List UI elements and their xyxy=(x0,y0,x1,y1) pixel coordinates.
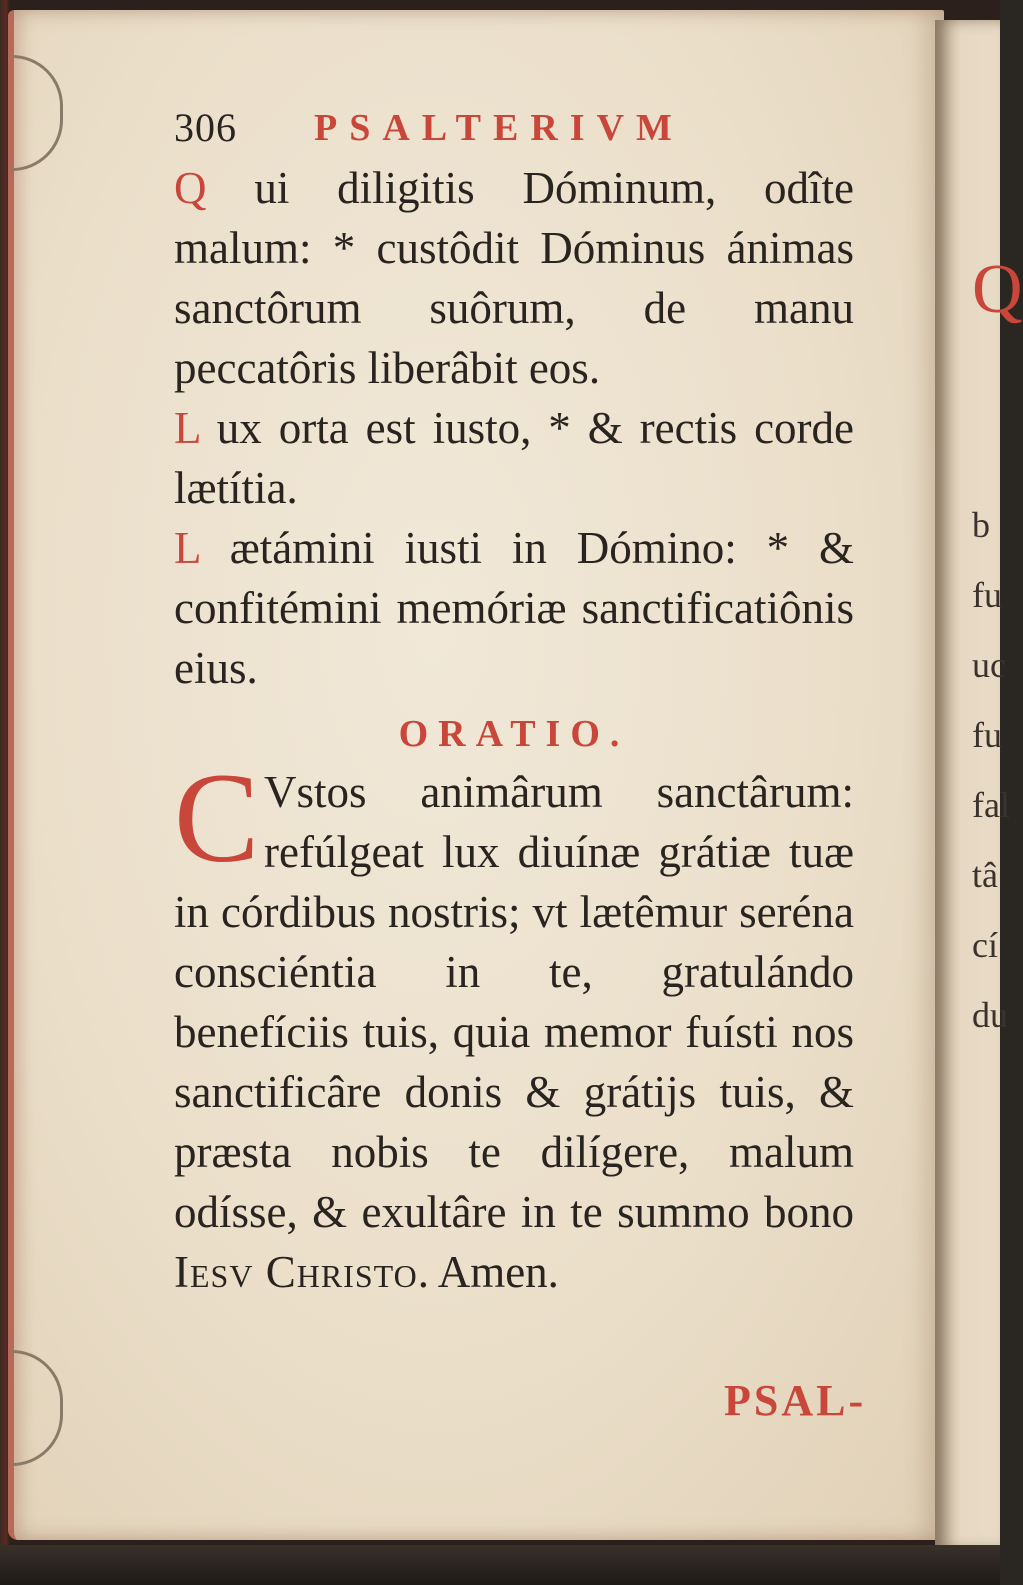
facing-gap xyxy=(972,330,1000,490)
verse-3-text: ætámini iusti in Dómino: * & confitémini memóriæ sanctificatiônis eius. xyxy=(174,523,854,693)
prayer-holy-name: Iesv Christo xyxy=(174,1247,418,1297)
verse-2-text: ux orta est iusto, * & rectis corde lætítia. xyxy=(174,403,854,513)
prayer-ending: . Amen. xyxy=(417,1247,559,1297)
page-text-block xyxy=(174,98,854,1302)
facing-fragment: fu xyxy=(972,575,1002,615)
running-head-title: PSALTERIVM xyxy=(314,107,684,149)
facing-fragment: b xyxy=(972,505,990,545)
facing-fragment: fal xyxy=(972,785,1010,825)
prayer-drop-cap: C xyxy=(174,747,260,889)
verse-3-initial: L xyxy=(174,523,200,573)
verse-1 xyxy=(174,158,854,398)
facing-fragment: Q xyxy=(972,251,1023,328)
facing-page-fragments xyxy=(972,250,1023,1050)
verse-2-initial: L xyxy=(174,403,200,453)
verse-3 xyxy=(174,518,854,698)
facing-fragment: cí xyxy=(972,925,998,965)
book-edge-bottom xyxy=(0,1545,1000,1585)
page-number: 306 xyxy=(174,105,237,150)
page-clasp-bottom xyxy=(12,1350,63,1466)
verse-1-text: ui diligitis Dóminum, odîte malum: * custôdit Dóminus ánimas sanctôrum suôrum, de manu peccatôris liberâbit eos. xyxy=(174,163,855,393)
facing-fragment: uc xyxy=(972,645,1006,685)
catchword: PSAL- xyxy=(724,1376,867,1425)
prayer-paragraph xyxy=(174,747,854,1302)
verse-2 xyxy=(174,398,854,518)
book-page xyxy=(8,10,944,1540)
running-head xyxy=(174,98,854,158)
page-clasp-top xyxy=(12,55,63,171)
facing-fragment: du xyxy=(972,995,1008,1035)
prayer-text: Vstos animârum sanctârum: refúlgeat lux diuínæ grátiæ tuæ in córdibus nostris; vt lætêmur seréna consciéntia in te, gratulándo benefíciis tuis, quia memor fuísti nos sanctificâre donis & grátijs tuis, & præsta nobis te dilígere, malum odísse, & exultâre in te summo bono xyxy=(174,767,854,1237)
verse-1-initial: Q xyxy=(174,163,207,213)
facing-fragment: fu xyxy=(972,715,1002,755)
facing-fragment: tâ xyxy=(972,855,998,895)
prayer-heading: ORATIO. xyxy=(398,713,630,755)
